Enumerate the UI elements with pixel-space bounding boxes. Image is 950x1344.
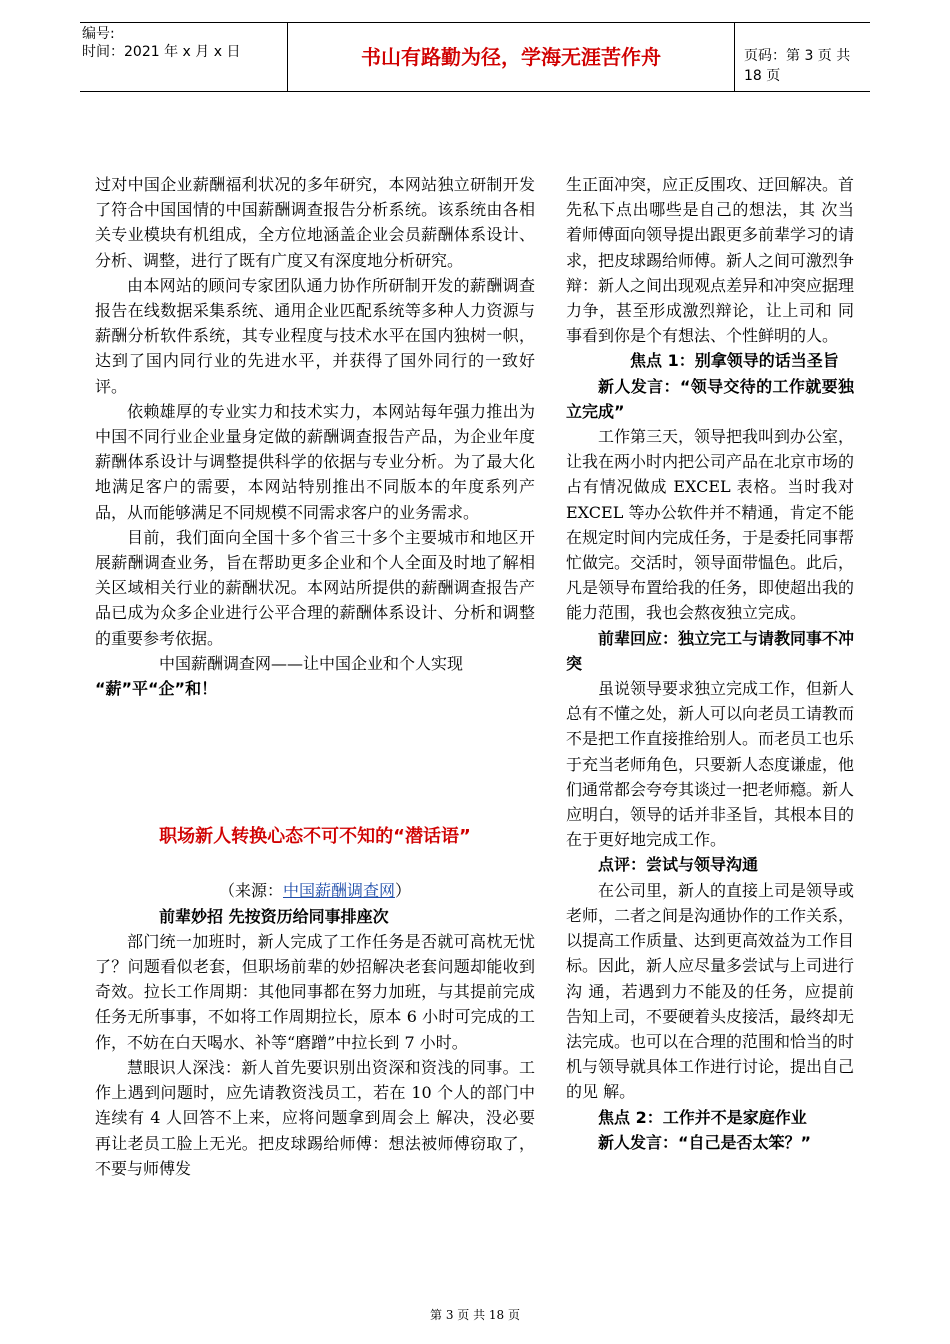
- doc-number-label: 编号:: [82, 26, 115, 42]
- focus-heading: 焦点 2：工作并不是家庭作业: [598, 1107, 807, 1127]
- article-source: [95, 878, 535, 903]
- senior-reply: 前辈回应：独立完工与请教同事不冲突: [566, 628, 855, 673]
- paragraph: 依赖雄厚的专业实力和技术实力，本网站每年强力推出为中国不同行业企业量身定做的薪酬调查报告产品，为企业年度薪酬体系设计与调整提供科学的依据与专业分析。为了最大化地满足客户的需要，本网站特别推出不同版本的年度系列产品，从而能够满足不同规模不同需求客户的业务需求。: [95, 401, 535, 522]
- left-column: [95, 172, 535, 1181]
- newbie-statement: 新人发言：“自己是否太笨？”: [598, 1132, 812, 1152]
- subheading: 前辈妙招 先按资历给同事排座次: [159, 906, 389, 926]
- doc-time: 时间：2021 年 x 月 x 日: [82, 44, 241, 60]
- paragraph: 过对中国企业薪酬福利状况的多年研究，本网站独立研制开发了符合中国国情的中国薪酬调查报告分析系统。该系统由各相关专业模块有机组成，全方位地涵盖企业会员薪酬体系设计、分析、调整，进行了既有广度又有深度地分析研究。: [95, 175, 535, 270]
- source-prefix: （来源：: [218, 881, 283, 901]
- slogan-line: “薪”平“企”和！: [95, 679, 218, 699]
- source-suffix: ）: [395, 881, 412, 901]
- header-page-info: 页码：第 3 页 共 18 页: [744, 48, 851, 84]
- paragraph: 目前，我们面向全国十多个省三十多个主要城市和地区开展薪酬调查业务，旨在帮助更多企业和个人全面及时地了解相关区域相关行业的薪酬状况。本网站所提供的薪酬调查报告产品已成为众多企业进行公平合理的薪酬体系设计、分析和调整的重要参考依据。: [95, 527, 535, 648]
- paragraph: 生正面冲突，应正反围攻、迂回解决。首先私下点出哪些是自己的想法，其 次当着师傅面向领导提出跟更多前辈学习的请求，把皮球踢给师傅。新人之间可激烈争辩：新人之间出现观点差异和冲突应据理力争，甚至形成激烈辩论，让上司和 同事看到你是个有想法、个性鲜明的人。: [566, 175, 855, 346]
- paragraph: 由本网站的顾问专家团队通力协作所研制开发的薪酬调查报告在线数据采集系统、通用企业匹配系统等多种人力资源与薪酬分析软件系统，其专业程度与技术水平在国内独树一帜，达到了国内同行业的先进水平，并获得了国外同行的一致好评。: [95, 275, 535, 396]
- paragraph: 工作第三天，领导把我叫到办公室，让我在两小时内把公司产品在北京市场的占有情况做成 EXCEL 表格。当时我对 EXCEL 等办公软件并不精通，肯定不能在规定时间内完成任务，于是委托同事帮忙做完。交活时，领导面带愠色。此后，凡是领导布置给我的任务，即使超出我的能力范围，我也会熬夜独立完成。: [566, 427, 855, 623]
- page-footer: 第 3 页 共 18 页: [430, 1308, 520, 1322]
- slogan-line: 中国薪酬调查网——让中国企业和个人实现: [159, 653, 464, 673]
- paragraph: 虽说领导要求独立完成工作，但新人总有不懂之处，新人可以向老员工请教而不是把工作直接推给别人。而老员工也乐于充当老师角色，只要新人态度谦虚，他们通常都会夸夸其谈过一把老师瘾。新人应明白，领导的话并非圣旨，其根本目的在于更好地完成工作。: [566, 679, 855, 850]
- paragraph: 在公司里，新人的直接上司是领导或老师，二者之间是沟通协作的工作关系，以提高工作质量、达到更高效益为工作目标。因此，新人应尽量多尝试与上司进行沟 通，若遇到力不能及的任务，应提前告知上司，不要硬着头皮接活，最终却无法完成。也可以在合理的范围和恰当的时机与领导就具体工作进行讨论，提出自己的见 解。: [566, 880, 855, 1102]
- paragraph: 部门统一加班时，新人完成了工作任务是否就可高枕无忧了？问题看似老套，但职场前辈的妙招解决老套问题却能收到奇效。拉长工作周期：其他同事都在努力加班，与其提前完成任务无所事事，不如将工作周期拉长，原本 6 小时可完成的工作，不妨在白天喝水、补等“磨蹭”中拉长到 7 小时。: [95, 931, 535, 1052]
- article-title: 职场新人转换心态不可不知的“潜话语”: [159, 826, 471, 848]
- newbie-statement: 新人发言：“领导交待的工作就要独立完成”: [566, 376, 854, 421]
- paragraph: 慧眼识人深浅：新人首先要识别出资深和资浅的同事。工作上遇到问题时，应先请教资浅员工，若在 10 个人的部门中连续有 4 人回答不上来，应将问题拿到周会上 解决，没必要再让老员工脸上无光。把皮球踢给师傅：想法被师傅窃取了，不要与师傅发: [95, 1057, 535, 1178]
- header-left: [82, 25, 287, 61]
- page-header: [80, 22, 870, 92]
- header-motto: 书山有路勤为径，学海无涯苦作舟: [287, 23, 735, 91]
- focus-heading: 焦点 1：别拿领导的话当圣旨: [630, 351, 839, 371]
- source-link[interactable]: 中国薪酬调查网: [282, 881, 395, 901]
- comment-heading: 点评：尝试与领导沟通: [598, 855, 759, 875]
- right-column: [566, 172, 854, 1155]
